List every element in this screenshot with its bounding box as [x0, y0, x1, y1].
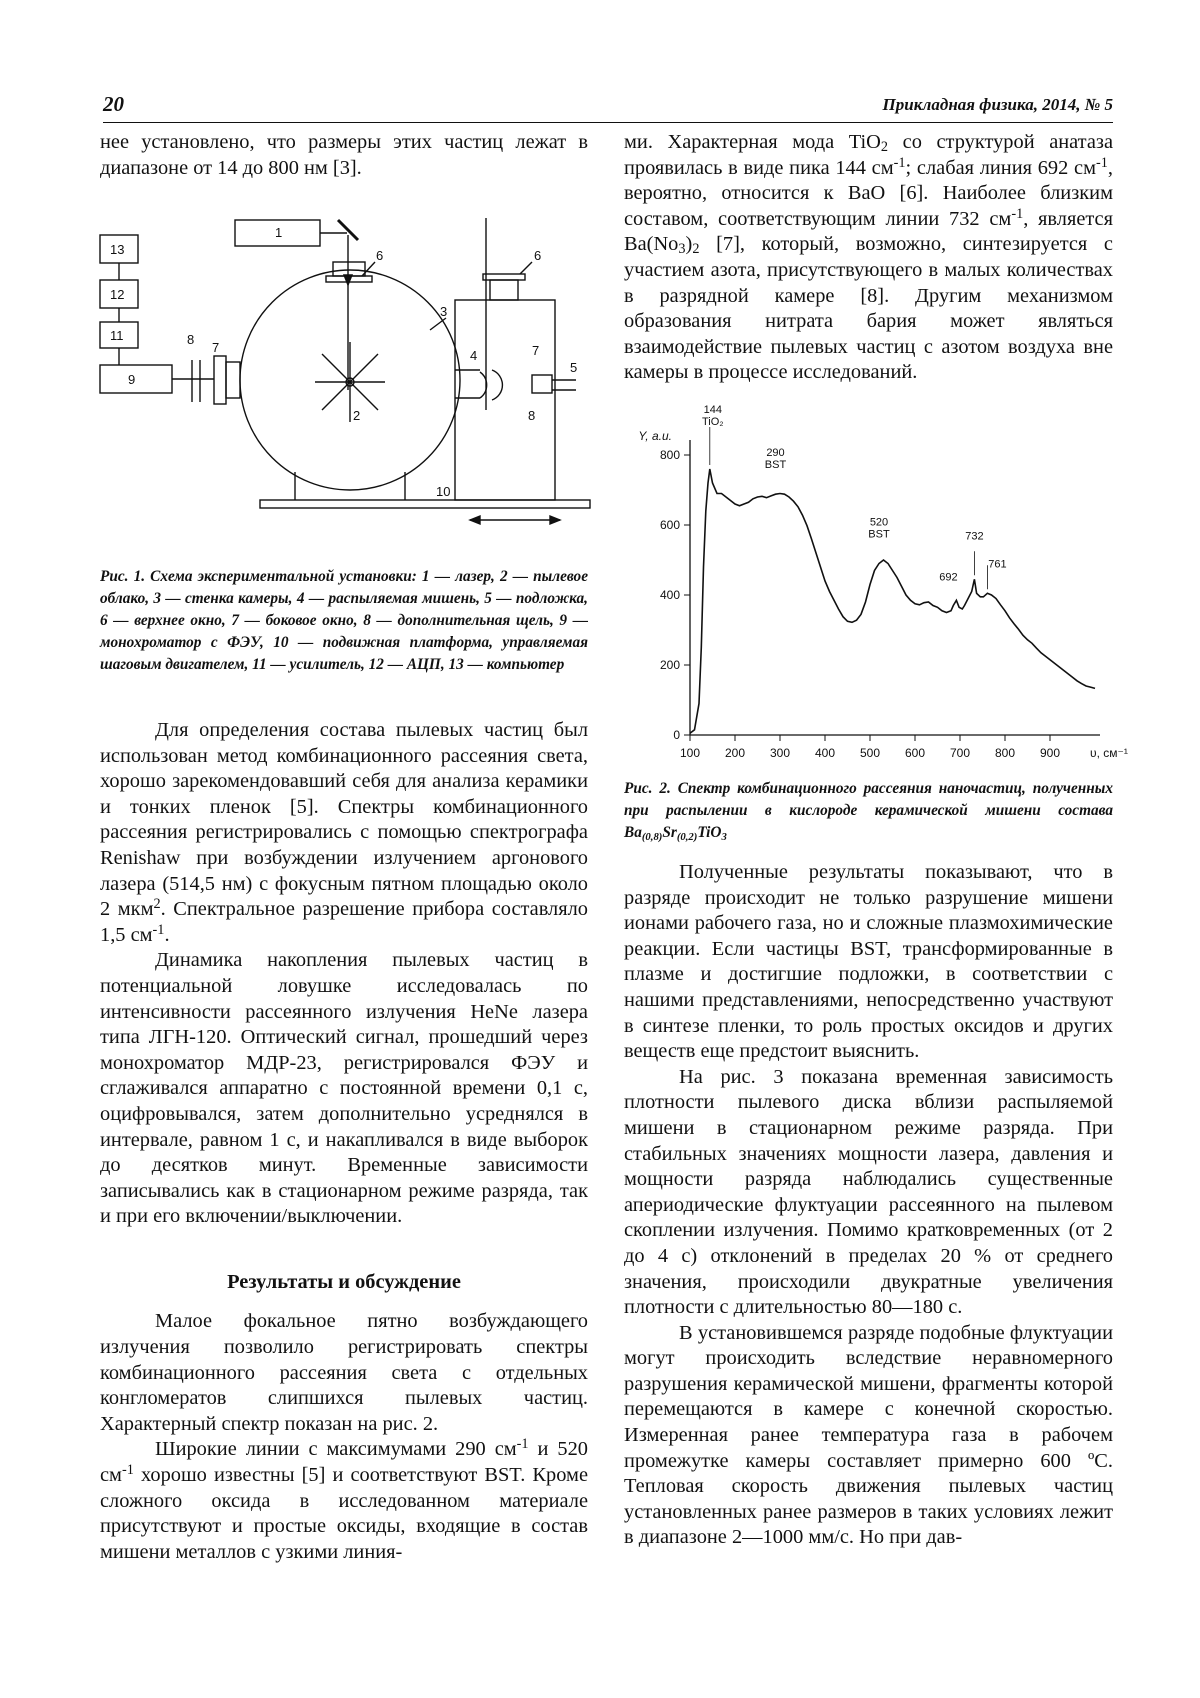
label-2: 2	[353, 408, 361, 423]
figure-2-caption: Рис. 2. Спектр комбинационного рассеяния наночастиц, полученных при распылении в кислороде керамической мишени состава $Ba_{(0,8)}Sr_{(0,2)}TiO_3$	[624, 780, 1113, 843]
section-title: Результаты и обсуждение	[227, 1270, 461, 1293]
figure-1-caption: Рис. 1. Схема экспериментальной установки: 1 — лазер, 2 — пылевое облако, 3 — стенка камеры, 4 — распыляемая мишень, 5 — подложка, 6 — верхнее окно, 7 — боковое окно, 8 — дополнительная щель, 9 — монохроматор с ФЭУ, 10 — подвижная платформа, управляемая шаговым двигателем, 11 — усилитель, 12 — АЦП, 13 — компьютер	[100, 568, 588, 673]
label-7b: 7	[532, 343, 540, 358]
paragraph: Широкие линии с максимумами 290 $см^{-1}$ и 520 $см^{-1}$ хорошо известны [5] и соответствуют BST. Кроме сложного оксида в исследованном материале присутствуют и простые оксиды, входящие в состав мишени металлов с узкими линия-	[100, 1436, 588, 1563]
running-header	[103, 92, 1113, 118]
label-1: 1	[275, 225, 283, 240]
label-8a: 8	[187, 332, 195, 347]
x-tick-label: 400	[814, 746, 836, 760]
left-column-top	[100, 130, 588, 181]
x-tick-label: 500	[859, 746, 881, 760]
peak-label: 732	[965, 530, 984, 543]
paragraph: Для определения состава пылевых частиц был использован метод комбинационного рассеяния света, хорошо зарекомендовавший себя для анализа керамики и тонких пленок [5]. Спектры комбинационного рассеяния регистрировались с помощью спектрографа Renishaw при возбуждении излучением аргонового лазера (514,5 нм) с фокусным пятном площадью около 2 мкм$^2$. Спектральное разрешение прибора составляло 1,5 $см^{-1}$.	[100, 719, 588, 946]
paragraph: Динамика накопления пылевых частиц в потенциальной ловушке исследовалась по интенсивности рассеянного излучения HeNe лазера типа ЛГН-120. Оптический сигнал, прошедший через монохроматор МДР-23, регистрировался ФЭУ и сглаживался аппаратно с постоянной времени 0,1 с, оцифровывался, затем дополнительно усреднялся в интервале, равном 1 с, и накапливался в виде выборок до десятков минут. Временные зависимости записывались как в стационарном режиме разряда, так и при его включении/выключении.	[100, 949, 588, 1228]
label-3: 3	[440, 304, 448, 319]
y-tick-label: 200	[659, 658, 680, 672]
label-12: 12	[110, 287, 125, 302]
label-4: 4	[470, 348, 478, 363]
peak-sublabel: TiO₂	[702, 416, 724, 428]
y-tick-label: 600	[659, 518, 680, 532]
peak-sublabel: BST	[868, 528, 890, 541]
y-tick-label: 0	[673, 728, 680, 742]
paragraph: Малое фокальное пятно возбуждающего излучения позволило регистрировать спектры комбинационного рассеяния света с отдельных конгломератов слипшихся пылевых частиц. Характерный спектр показан на рис. 2.	[100, 1310, 588, 1435]
figure-1-schematic	[100, 210, 595, 560]
peak-label: 290	[766, 447, 785, 460]
paragraph: В установившемся разряде подобные флуктуации могут происходить вследствие неравномерного разрушения керамической мишени, фрагменты которой перемещаются в камере с конечной скоростью. Измеренная ранее температура газа в рабочем промежутке камеры составляет примерно 600 ºС. Тепловая скорость движения пылевых частиц установленных ранее размеров в таких условиях лежит в диапазоне 2—1000 мм/с. Но при дав-	[624, 1321, 1113, 1549]
y-tick-label: 400	[659, 588, 680, 602]
x-tick-label: 300	[769, 746, 791, 760]
paragraph: нее установлено, что размеры этих частиц лежат в диапазоне от 14 до 800 нм [3].	[100, 131, 588, 179]
side-chamber	[455, 300, 555, 500]
label-9: 9	[128, 372, 136, 387]
header-rule	[103, 122, 1113, 123]
right-column-top	[624, 130, 1113, 386]
page-number: 20	[103, 92, 124, 116]
x-tick-label: 800	[994, 746, 1016, 760]
peak-sublabel: BST	[764, 459, 787, 472]
label-5: 5	[570, 360, 578, 375]
x-tick-label: 600	[904, 746, 926, 760]
right-column-body	[624, 860, 1113, 1551]
x-tick-label: 200	[724, 746, 746, 760]
monochromator-box	[100, 365, 172, 393]
peak-label: 761	[988, 558, 1007, 571]
left-column-body	[100, 718, 588, 1565]
label-8b: 8	[528, 408, 536, 423]
spectrum-line	[690, 469, 1095, 733]
peak-label: 692	[939, 571, 958, 584]
y-tick-label: 800	[659, 448, 680, 462]
x-axis-label: υ, см⁻¹	[1090, 746, 1128, 760]
paragraph: Полученные результаты показывают, что в разряде происходит не только разрушение мишени ионами рабочего газа, но и сложные плазмохимические реакции. Если частицы BST, трансформированные в плазме и достигшие подложки, в соответствии с нашими представлениями, непосредственно участвуют в синтезе пленки, то роль простых оксидов и других веществ еще предстоит выяснить.	[624, 861, 1113, 1063]
paragraph: На рис. 3 показана временная зависимость плотности пылевого диска вблизи распыляемой мишени в стационарном режиме разряда. При стабильных значениях мощности лазера, давления и мощности разряда наблюдались существенные апериодические флуктуации рассеянного на пылевом скоплении излучения. Помимо кратковременных (от 2 до 4 с) отклонений в пределах 20 % от среднего значения, происходили двукратные увеличения плотности с длительностью 80—180 с.	[624, 1065, 1113, 1319]
label-10: 10	[436, 484, 451, 499]
label-6a: 6	[376, 248, 384, 263]
raman-spectrum-chart	[615, 404, 1128, 765]
y-axis-label: Y, a.u.	[638, 429, 672, 443]
peak-label: 520	[869, 516, 889, 529]
paragraph: ми. Характерная мода TiO$_2$ со структурой анатаза проявилась в виде пика 144 $см^{-1}$; слабая линия 692 $см^{-1}$, вероятно, относится к BaO [6]. Наиболее близким составом, соответствующим линии 732 $см^{-1}$, является $Ba(No_3)_2$ [7], который, возможно, синтезируется с участием азота, присутствующего в малых количествах в разрядной камере [8]. Другим механизмом образования нитрата бария может являться взаимодействие пылевых частиц с азотом воздуха вне камеры в процессе исследований.	[624, 131, 1113, 384]
journal-title: Прикладная физика, 2014, № 5	[882, 95, 1113, 114]
label-6b: 6	[534, 248, 542, 263]
x-tick-label: 100	[679, 746, 701, 760]
x-tick-label: 700	[949, 746, 971, 760]
x-tick-label: 900	[1039, 746, 1061, 760]
label-13: 13	[110, 242, 125, 257]
label-7a: 7	[212, 340, 220, 355]
label-11: 11	[110, 328, 124, 343]
peak-label: 144	[703, 404, 722, 416]
